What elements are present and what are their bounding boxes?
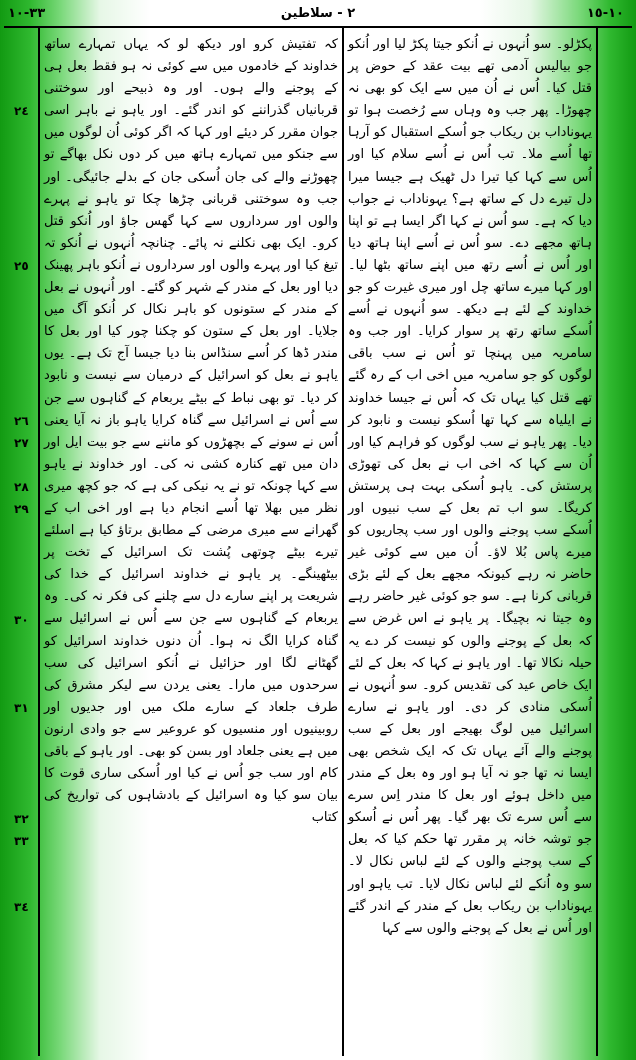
page-chapter-range-left: ٣٣-١٠ (8, 6, 46, 21)
page-header (4, 4, 632, 28)
left-column-text: کہ تفتیش کرو اور دیکھ لو کہ یہاں تمہارے ساتھ خداوند کے خادموں میں سے کوئی نہ ہو فقط بعل ہی کے پوجنے والے ہوں۔ اور وہ ذبیحے اور سوختنی قربانیاں گذراننے کو اندر گئے۔ اور یاہو نے باہر اسی جوان مقرر کر دیئے اور کہا کہ اگر کوئی اُن لوگوں میں سے جنکو میں تمہارے ہاتھ میں کر دوں نکل بھاگے تو چھوڑنے والے کی جان اُسکی جان کے بدلے جائیگی۔ اور جب وہ سوختنی قربانی چڑھا چکا تو یاہو نے پہرے والوں اور سرداروں سے کہا گھس جاؤ اور اُنکو قتل کرو۔ ایک بھی نکلنے نہ پائے۔ چنانچہ اُنہوں نے اُنکو تہ تیغ کیا اور پہرے والوں اور سرداروں نے اُنکو باہر پھینک دیا اور بعل کے مندر کے شہر کو گئے۔ اور اُنہوں نے بعل کے مندر کے ستونوں کو باہر نکال کر اُنکو آگ میں جلایا۔ اور بعل کے ستون کو چکنا چور کیا اور بعل کا مندر ڈھا کر اُسے سنڈاس بنا دیا جیسا آج تک ہے۔ یوں یاہو نے بعل کو اسرائیل کے درمیان سے نیست و نابود کر دیا۔ تو بھی نباط کے بیٹے یربعام کے گناہوں سے جن سے اُس نے اسرائیل سے گناہ کرایا یاہو باز نہ آیا یعنی اُس نے سونے کے بچھڑوں کو ماننے سے جو بیت ایل اور دان میں تھے کنارہ کشی نہ کی۔ اور خداوند نے یاہو سے کہا چونکہ تو نے یہ نیکی کی ہے کہ جو کچھ میری نظر میں بھلا تھا اُسے انجام دیا ہے اور اخی اب کے گھرانے سے میری مرضی کے مطابق برتاؤ کیا ہے اسلئے تیرے بیٹے چوتھی پُشت تک اسرائیل کے تخت پر بیٹھینگے۔ پر یاہو نے خداوند اسرائیل کے خدا کی شریعت پر اپنے سارے دل سے چلنے کی فکر نہ کی۔ وہ یربعام کے گناہوں سے جن سے اُس نے اسرائیل سے گناہ کرایا الگ نہ ہوا۔ اُن دنوں خداوند اسرائیل کو گھٹانے لگا اور حزائیل نے اُنکو اسرائیل کی سب سرحدوں میں مارا۔ یعنی یردن سے لیکر مشرق کی طرف جلعاد کے سارے ملک میں اور جدیوں اور روبینیوں اور منسیوں کو عروعیر سے جو وادی ارنون میں ہے یعنی جلعاد اور بسن کو بھی۔ اور یاہو کے باقی کام اور سب جو اُس نے کیا اور اُسکی ساری قوت کا بیان سو کیا وہ اسرائیل کے بادشاہوں کی تواریخ کی کتاب (44, 37, 338, 826)
right-text-column (348, 34, 592, 1054)
left-verse-number: ٣٤ (14, 899, 29, 914)
left-margin-rule (38, 28, 40, 1056)
left-verse-number: ٣٢ (14, 811, 29, 826)
right-margin-rule (596, 28, 598, 1056)
left-verse-number: ٢٧ (14, 435, 29, 450)
page-chapter-range-right: ١٠-١٥ (586, 6, 624, 21)
left-verse-number: ٣٣ (14, 833, 29, 848)
left-verse-number: ٣٠ (14, 612, 29, 627)
left-verse-number: ٣١ (14, 701, 29, 715)
left-verse-number: ٢٤ (14, 104, 29, 119)
right-column-text: پکڑلو۔ سو اُنہوں نے اُنکو جیتا پکڑ لیا اور اُنکو جو بیالیس آدمی تھے بیت عقد کے حوض پر قتل کیا۔ اُس نے اُن میں سے ایک کو بھی نہ چھوڑا۔ پھر جب وہ وہاں سے رُخصت ہوا تو یہوناداب بن ریکاب جو اُسکے استقبال کو آرہا تھا اُسے ملا۔ تب اُس نے اُسے سلام کیا اور اُس سے کہا کیا تیرا دل ٹھیک ہے جیسا میرا دل تیرے دل کے ساتھ ہے؟ یہوناداب نے جواب دیا کہ ہے۔ سو اُس نے کہا اگر ایسا ہے تو اپنا ہاتھ مجھے دے۔ سو اُس نے اُسے اپنا ہاتھ دیا اور اُس نے اُسے رتھ میں اپنے ساتھ بٹھا لیا۔ اور کہا میرے ساتھ چل اور میری غیرت کو جو خداوند کے لئے ہے دیکھ۔ سو اُنہوں نے اُسے اُسکے ساتھ رتھ پر سوار کرایا۔ اور جب وہ سامریہ میں پہنچا تو اُس نے سب باقی لوگوں کو جو سامریہ میں اخی اب کے رہ گئے تھے قتل کیا یہاں تک کہ اُس نے جیسا خداوند نے ایلیاہ سے کہا تھا اُسکو نیست و نابود کر دیا۔ پھر یاہو نے سب لوگوں کو فراہم کیا اور اُن سے کہا کہ اخی اب نے بعل کی تھوڑی پرستش کی۔ یاہو اُسکی بہت ہی پرستش کریگا۔ سو اب تم بعل کے سب نبیوں اور اُسکے سب پوجنے والوں اور سب پجاریوں کو میرے پاس بُلا لاؤ۔ اُن میں سے کوئی غیر حاضر نہ رہے کیونکہ مجھے بعل کے لئے بڑی قربانی کرنا ہے۔ سو جو کوئی غیر حاضر رہے وہ جیتا نہ بچیگا۔ پر یاہو نے اس غرض سے کہ بعل کے پوجنے والوں کو نیست کر دے یہ حیلہ نکالا تھا۔ اور یاہو نے کہا کہ بعل کے لئے ایک خاص عید کی تقدیس کرو۔ سو اُنہوں نے اُسکی منادی کر دی۔ اور یاہو نے سارے اسرائیل میں لوگ بھیجے اور بعل کے سب پوجنے والے آئے یہاں تک کہ ایک شخص بھی ایسا نہ تھا جو نہ آیا ہو اور وہ بعل کے مندر میں داخل ہوئے اور بعل کا مندر اِس سرے سے اُس سرے تک بھر گیا۔ پھر اُس نے اُسکو جو توشہ خانہ پر مقرر تھا حکم کیا کہ بعل کے سب پوجنے والوں کے لئے لباس نکال لا۔ سو وہ اُنکے لئے لباس نکال لایا۔ تب یاہو اور یہوناداب بن ریکاب بعل کے مندر کے اندر گئے اور اُس نے بعل کے پوجنے والوں سے کہا (348, 37, 592, 936)
book-title: ٢ - سلاطین (280, 6, 356, 21)
left-text-column (44, 34, 338, 1054)
center-column-rule (342, 28, 344, 1056)
left-verse-number: ٢٦ (14, 413, 29, 428)
left-verse-number: ٢٥ (14, 259, 29, 273)
left-verse-number: ٢٩ (14, 502, 29, 517)
left-verse-number: ٢٨ (14, 480, 29, 494)
